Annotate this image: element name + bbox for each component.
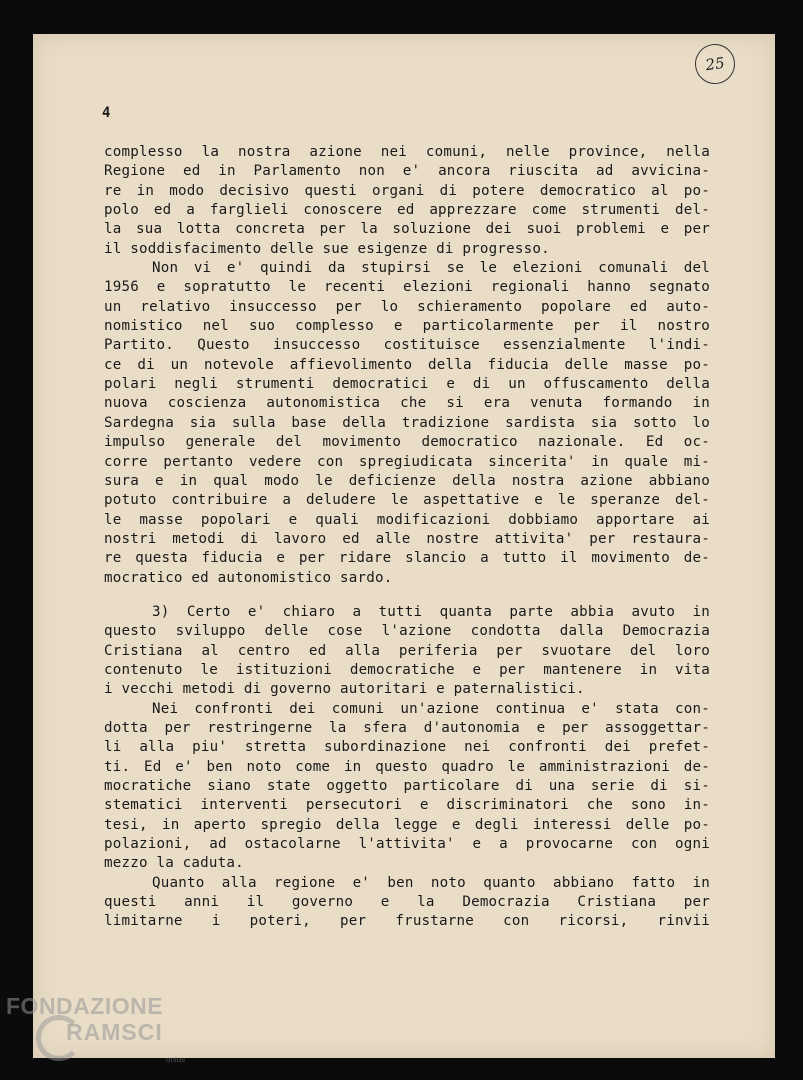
text-line: le masse popolari e quali modificazioni dobbiamo apportare ai bbox=[104, 511, 710, 528]
text-line: mocratiche siano state oggetto particolare di una serie di si- bbox=[104, 778, 710, 794]
text-line: ce di un notevole affievolimento della fiducia delle masse po- bbox=[104, 356, 710, 373]
text-line: questo sviluppo delle cose l'azione condotta dalla Democrazia bbox=[104, 623, 710, 640]
text-line: polari negli strumenti democratici e di un offuscamento della bbox=[104, 376, 710, 393]
text-line: Quanto alla regione e' ben noto quanto abbiano fatto in bbox=[152, 874, 710, 891]
text-line: 3) Certo e' chiaro a tutti quanta parte abbia avuto in bbox=[152, 603, 710, 620]
text-line: li alla piu' stretta subordinazione nei confronti dei prefet- bbox=[104, 739, 710, 756]
text-line: Sardegna sia sulla base della tradizione sardista sia sotto lo bbox=[104, 414, 710, 431]
text-line: corre pertanto vedere con spregiudicata sincerita' in quale mi- bbox=[104, 453, 710, 470]
text-line: Cristiana al centro ed alla periferia per svuotare del loro bbox=[104, 642, 710, 659]
text-line: mezzo la caduta. bbox=[104, 855, 244, 872]
text-line: re questa fiducia e per ridare slancio a tutto il movimento de- bbox=[104, 550, 710, 567]
text-line: Regione ed in Parlamento non e' ancora riuscita ad avvicina- bbox=[104, 163, 710, 180]
archive-page-stamp: 25 bbox=[692, 41, 737, 86]
text-line: 1956 e sopratutto le recenti elezioni regionali hanno segnato bbox=[104, 279, 710, 296]
text-line: mocratico ed autonomistico sardo. bbox=[104, 569, 393, 586]
text-line: dotta per restringerne la sfera d'autonomia e per assoggettar- bbox=[104, 719, 710, 736]
text-line: nomistico nel suo complesso e particolarmente per il nostro bbox=[104, 318, 710, 335]
text-line: il soddisfacimento delle sue esigenze di progresso. bbox=[104, 240, 550, 257]
text-line: polo ed a farglieli conoscere ed apprezzare come strumenti del- bbox=[104, 202, 710, 219]
text-line: un relativo insuccesso per lo schieramento popolare ed auto- bbox=[104, 298, 710, 315]
text-line: limitarne i poteri, per frustarne con ricorsi, rinvii bbox=[104, 913, 710, 930]
text-line: nuova coscienza autonomistica che si era venuta formando in bbox=[104, 395, 710, 412]
watermark-logo bbox=[6, 993, 186, 1064]
text-line: Nei confronti dei comuni un'azione continua e' stata con- bbox=[152, 700, 710, 717]
text-line: contenuto le istituzioni democratiche e per mantenere in vita bbox=[104, 661, 710, 678]
watermark-g-icon bbox=[36, 1015, 82, 1061]
text-line: i vecchi metodi di governo autoritari e paternalistici. bbox=[104, 681, 585, 698]
text-line: complesso la nostra azione nei comuni, nelle province, nella bbox=[104, 144, 710, 160]
text-line: questi anni il governo e la Democrazia Cristiana per bbox=[104, 894, 710, 911]
watermark-line3: onlus bbox=[166, 1055, 186, 1064]
text-line: la sua lotta concreta per la soluzione dei suoi problemi e per bbox=[104, 221, 710, 238]
text-line: impulso generale del movimento democratico nazionale. Ed oc- bbox=[104, 434, 710, 451]
text-line: ti. Ed e' ben noto come in questo quadro le amministrazioni de- bbox=[104, 758, 710, 775]
body-text bbox=[104, 143, 710, 932]
text-line: stematici interventi persecutori e discriminatori che sono in- bbox=[104, 797, 710, 814]
watermark-line2: RAMSCI bbox=[66, 1019, 163, 1045]
text-line: nostri metodi di lavoro ed alle nostre attivita' per restaura- bbox=[104, 530, 710, 547]
text-line: potuto contribuire a deludere le aspettative e le speranze del- bbox=[104, 492, 710, 509]
page-number: 4 bbox=[102, 105, 111, 121]
text-line: tesi, in aperto spregio della legge e degli interessi delle po- bbox=[104, 816, 710, 833]
watermark-line1: FONDAZIONE bbox=[6, 993, 164, 1019]
text-line: re in modo decisivo questi organi di potere democratico al po- bbox=[104, 182, 710, 199]
text-line: sura e in qual modo le deficienze della nostra azione abbiano bbox=[104, 472, 710, 489]
text-line: Non vi e' quindi da stupirsi se le elezioni comunali del bbox=[152, 260, 710, 277]
text-line: Partito. Questo insuccesso costituisce essenzialmente l'indi- bbox=[104, 337, 710, 354]
text-line: polazioni, ad ostacolarne l'attivita' e a provocarne con ogni bbox=[104, 836, 710, 853]
